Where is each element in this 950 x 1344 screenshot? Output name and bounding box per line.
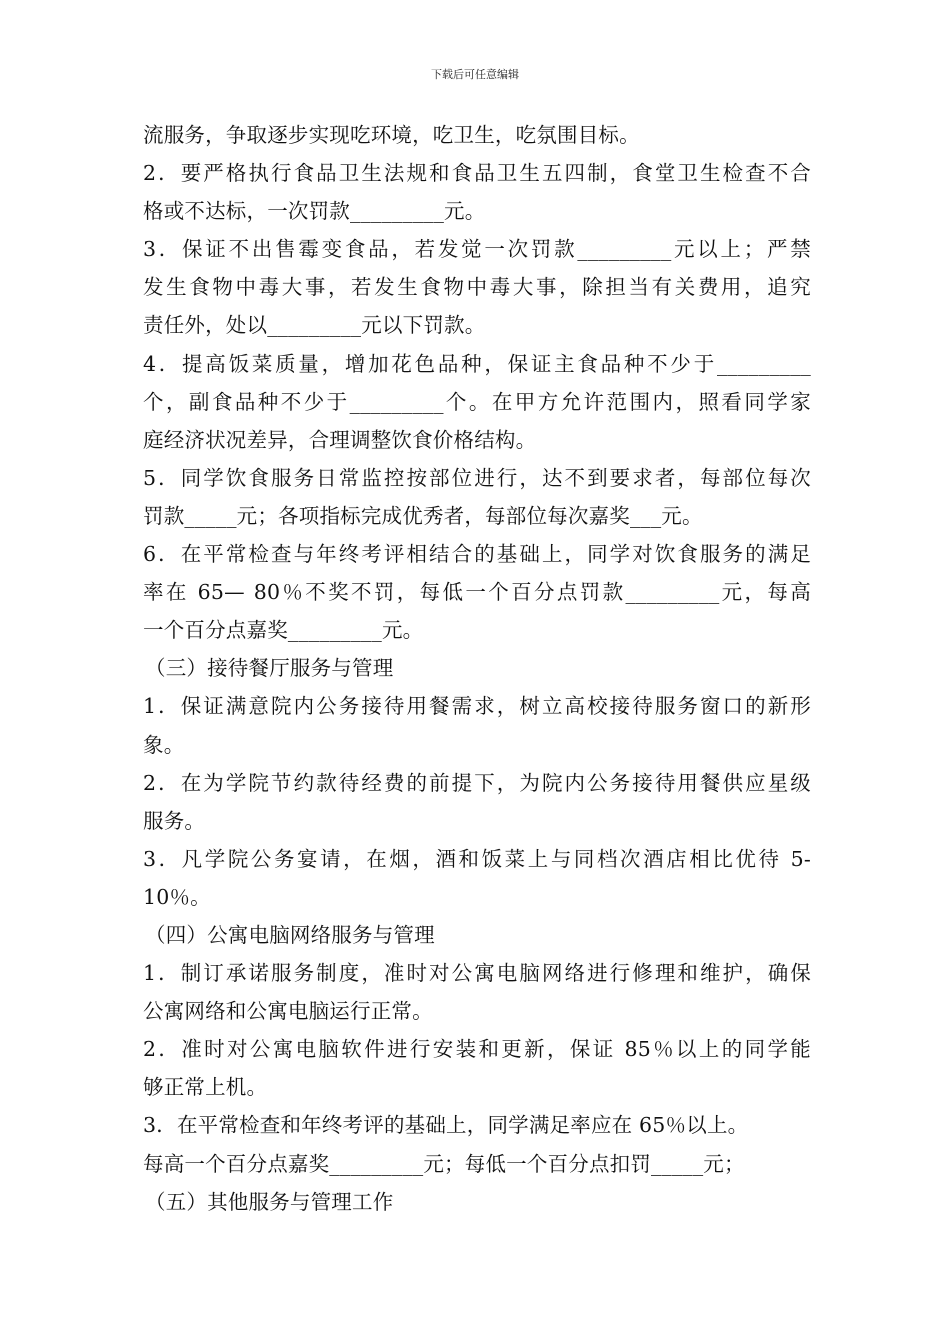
text-line: 2．在为学院节约款待经费的前提下，为院内公务接待用餐供应星级 <box>143 770 811 795</box>
text-line: 率在 65— 80％不奖不罚，每低一个百分点罚款_________元，每高 <box>143 580 811 605</box>
text-line: 罚款_____元；各项指标完成优秀者，每部位每次嘉奖___元。 <box>143 503 703 528</box>
text-line: 发生食物中毒大事，若发生食物中毒大事，除担当有关费用，追究 <box>143 275 811 300</box>
text-line: 个，副食品种不少于_________个。在甲方允许范围内，照看同学家 <box>143 389 811 414</box>
text-line: 责任外，处以_________元以下罚款。 <box>143 313 486 338</box>
text-line: 服务。 <box>143 808 206 833</box>
section-heading: （四）公寓电脑网络服务与管理 <box>145 922 435 947</box>
text-line: 1．保证满意院内公务接待用餐需求，树立高校接待服务窗口的新形 <box>143 694 811 719</box>
text-line: 6．在平常检查与年终考评相结合的基础上，同学对饮食服务的满足 <box>143 542 811 567</box>
text-line: 庭经济状况差异，合理调整饮食价格结构。 <box>143 427 537 452</box>
page-header: 下载后可任意编辑 <box>431 68 519 81</box>
document-body <box>143 116 811 1221</box>
text-line: 公寓网络和公寓电脑运行正常。 <box>143 999 433 1024</box>
text-line: 象。 <box>143 732 185 757</box>
text-line: 10％。 <box>143 884 211 909</box>
text-line: 2．准时对公寓电脑软件进行安装和更新，保证 85％以上的同学能 <box>143 1037 811 1062</box>
section-heading: （三）接待餐厅服务与管理 <box>145 656 394 681</box>
text-line: 一个百分点嘉奖_________元。 <box>143 618 424 643</box>
text-line: 2．要严格执行食品卫生法规和食品卫生五四制，食堂卫生检查不合 <box>143 161 811 186</box>
text-line: 5．同学饮食服务日常监控按部位进行，达不到要求者，每部位每次 <box>143 465 811 490</box>
text-line: 3．保证不出售霉变食品，若发觉一次罚款_________元以上；严禁 <box>143 237 811 262</box>
text-line: 3．在平常检查和年终考评的基础上，同学满足率应在 65％以上。 <box>143 1113 749 1138</box>
text-line: 4．提高饭菜质量，增加花色品种，保证主食品种不少于_________ <box>143 351 811 376</box>
text-line: 够正常上机。 <box>143 1075 268 1100</box>
section-heading: （五）其他服务与管理工作 <box>145 1189 394 1214</box>
text-line: 格或不达标，一次罚款_________元。 <box>143 199 486 224</box>
text-line: 流服务，争取逐步实现吃环境，吃卫生，吃氛围目标。 <box>143 123 640 147</box>
text-line: 每高一个百分点嘉奖_________元；每低一个百分点扣罚_____元； <box>143 1151 745 1176</box>
text-line: 3．凡学院公务宴请，在烟，酒和饭菜上与同档次酒店相比优待 5- <box>143 846 811 871</box>
text-line: 1．制订承诺服务制度，准时对公寓电脑网络进行修理和维护，确保 <box>143 961 811 986</box>
